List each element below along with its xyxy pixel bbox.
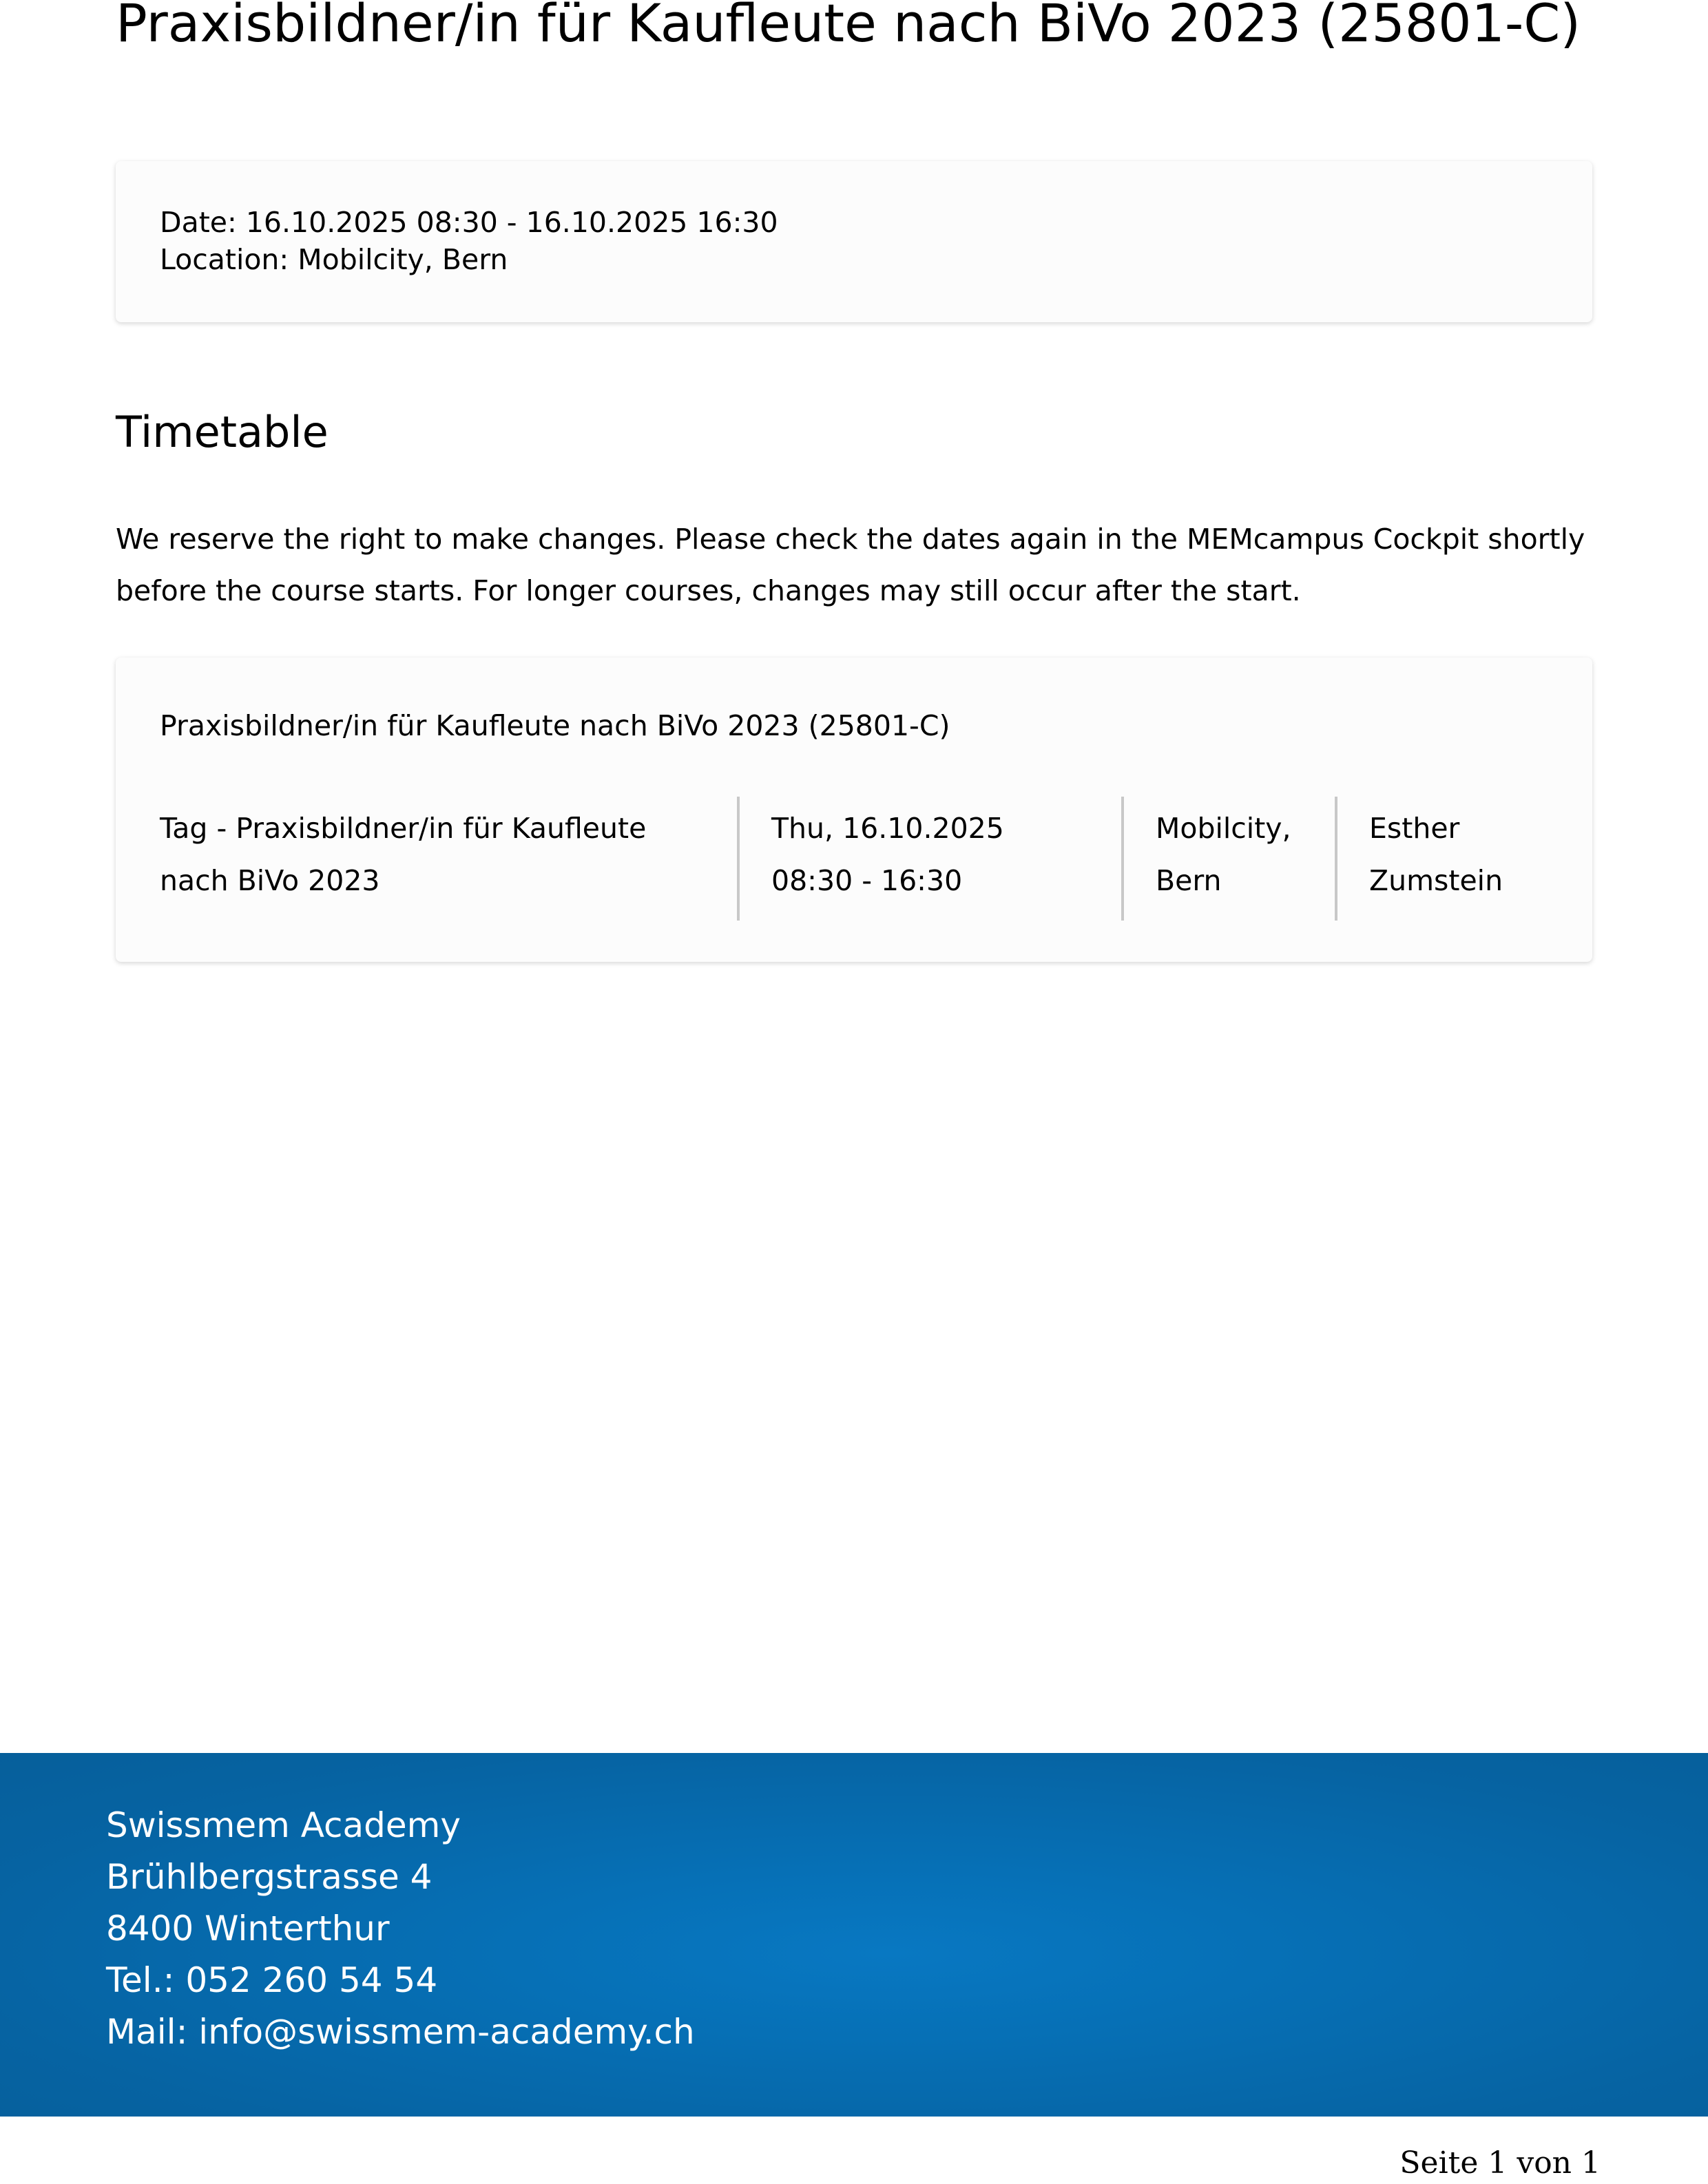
footer-address	[106, 1800, 695, 2058]
session-day: Thu, 16.10.2025	[771, 812, 1004, 845]
session-title-line: Tag - Praxisbildner/in für Kaufleute	[160, 812, 647, 845]
footer-mail: Mail: info@swissmem-academy.ch	[106, 2012, 695, 2052]
session-title-cell	[160, 797, 738, 921]
session-location-cell	[1121, 797, 1336, 921]
timetable-heading: Timetable	[116, 407, 329, 457]
course-info-card	[116, 161, 1592, 322]
session-time: 08:30 - 16:30	[771, 864, 963, 897]
timetable-card	[116, 658, 1592, 962]
footer-street: Brühlbergstrasse 4	[106, 1857, 433, 1897]
footer-city: 8400 Winterthur	[106, 1909, 390, 1949]
page-number: Seite 1 von 1	[1399, 2145, 1601, 2181]
timetable-course-name: Praxisbildner/in für Kaufleute nach BiVo 2023 (25801-C)	[160, 709, 950, 742]
footer-phone: Tel.: 052 260 54 54	[106, 1960, 438, 2000]
session-location-line: Bern	[1156, 864, 1222, 897]
session-trainer-cell	[1335, 797, 1569, 921]
session-row	[160, 797, 1565, 921]
session-title-line: nach BiVo 2023	[160, 864, 380, 897]
session-location-line: Mobilcity,	[1156, 812, 1291, 845]
session-date-cell	[737, 797, 1124, 921]
footer-organization: Swissmem Academy	[106, 1805, 461, 1845]
footer	[0, 1753, 1708, 2117]
timetable-notice: We reserve the right to make changes. Please check the dates again in the MEMcampus Cockpit shortly before the course starts. For longer courses, changes may still occur after the start.	[116, 523, 1585, 607]
page-title: Praxisbildner/in für Kaufleute nach BiVo 2023 (25801-C)	[116, 0, 1581, 54]
course-date: Date: 16.10.2025 08:30 - 16.10.2025 16:30	[160, 206, 778, 239]
course-location: Location: Mobilcity, Bern	[160, 243, 508, 276]
session-trainer-line: Zumstein	[1369, 864, 1503, 897]
session-trainer-line: Esther	[1369, 812, 1460, 845]
